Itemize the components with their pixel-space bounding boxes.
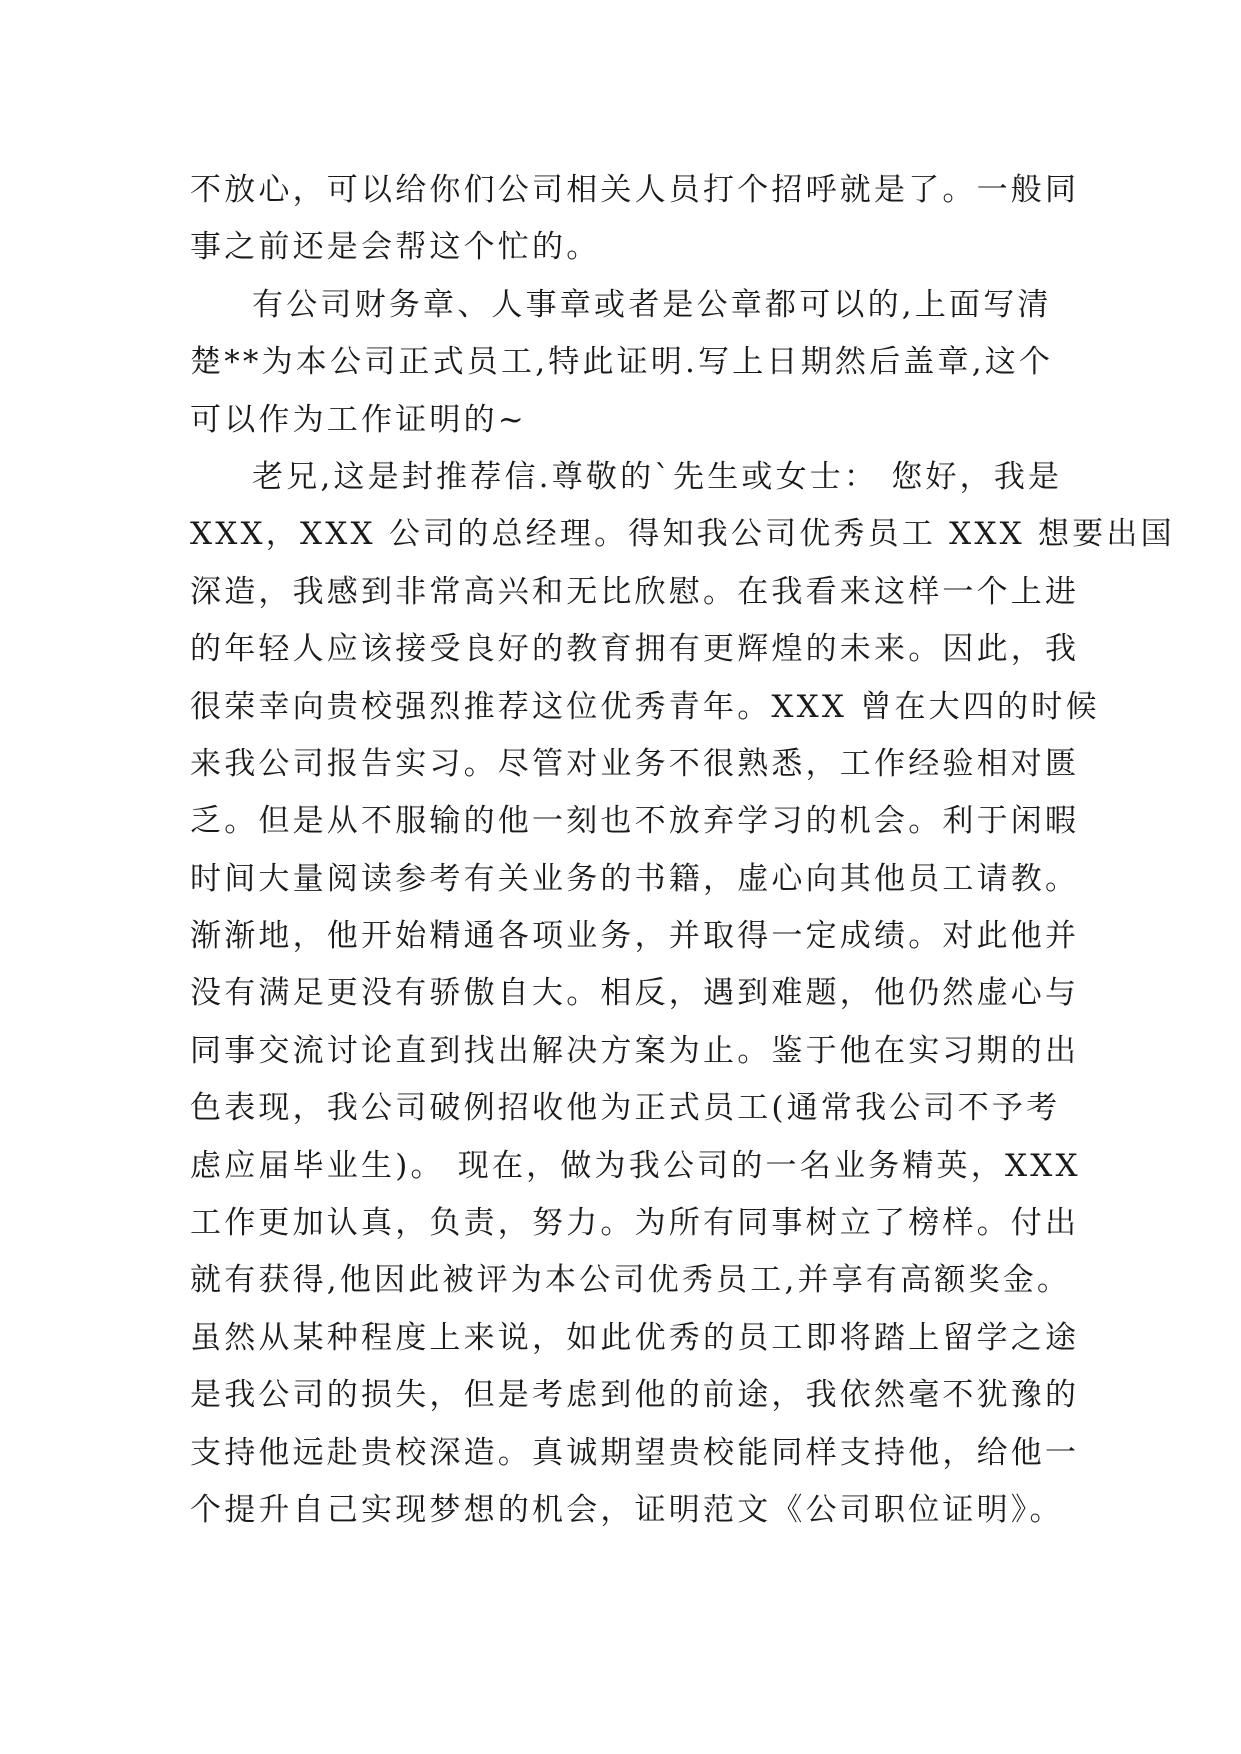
- paragraph: [190, 449, 1175, 1539]
- text-line: 有公司财务章、人事章或者是公章都可以的,上面写清: [252, 286, 1052, 323]
- text-line: 乏。但是从不服输的他一刻也不放弃学习的机会。利于闲暇: [190, 803, 1080, 840]
- text-line: 个提升自己实现梦想的机会，证明范文《公司职位证明》。: [190, 1491, 1064, 1528]
- text-line: 支持他远赴贵校深造。真诚期望贵校能同样支持他，给他一: [190, 1434, 1080, 1471]
- text-line: 时间大量阅读参考有关业务的书籍，虚心向其他员工请教。: [190, 860, 1080, 897]
- text-line: 不放心，可以给你们公司相关人员打个招呼就是了。一般同: [190, 172, 1080, 208]
- text-line: 深造，我感到非常高兴和无比欣慰。在我看来这样一个上进: [190, 573, 1080, 610]
- text-line: 色表现，我公司破例招收他为正式员工(通常我公司不予考: [190, 1090, 1061, 1127]
- text-line: 的年轻人应该接受良好的教育拥有更辉煌的未来。因此，我: [190, 631, 1080, 668]
- text-line: 虑应届毕业生)。 现在，做为我公司的一名业务精英，XXX: [190, 1147, 1081, 1184]
- text-line: 事之前还是会帮这个忙的。: [190, 229, 601, 266]
- document-body: [190, 162, 1175, 1539]
- text-line: XXX，XXX 公司的总经理。得知我公司优秀员工 XXX 想要出国: [190, 516, 1175, 553]
- text-line: 来我公司报告实习。尽管对业务不很熟悉，工作经验相对匮: [190, 745, 1080, 782]
- text-line: 可以作为工作证明的~: [190, 401, 527, 438]
- text-line: 同事交流讨论直到找出解决方案为止。鉴于他在实习期的出: [190, 1032, 1080, 1069]
- paragraph: [190, 162, 1080, 277]
- text-line: 就有获得,他因此被评为本公司优秀员工,并享有高额奖金。: [190, 1262, 1072, 1299]
- text-line: 工作更加认真，负责，努力。为所有同事树立了榜样。付出: [190, 1205, 1080, 1242]
- paragraph: [190, 277, 1070, 449]
- text-line: 楚**为本公司正式员工,特此证明.写上日期然后盖章,这个: [190, 344, 1054, 381]
- text-line: 虽然从某种程度上来说，如此优秀的员工即将踏上留学之途: [190, 1319, 1080, 1356]
- text-line: 老兄,这是封推荐信.尊敬的`先生或女士： 您好，我是: [252, 458, 1063, 495]
- text-line: 渐渐地，他开始精通各项业务，并取得一定成绩。对此他并: [190, 918, 1080, 955]
- text-line: 是我公司的损失，但是考虑到他的前途，我依然毫不犹豫的: [190, 1377, 1080, 1414]
- text-line: 很荣幸向贵校强烈推荐这位优秀青年。XXX 曾在大四的时候: [190, 688, 1100, 725]
- text-line: 没有满足更没有骄傲自大。相反，遇到难题，他仍然虚心与: [190, 975, 1080, 1012]
